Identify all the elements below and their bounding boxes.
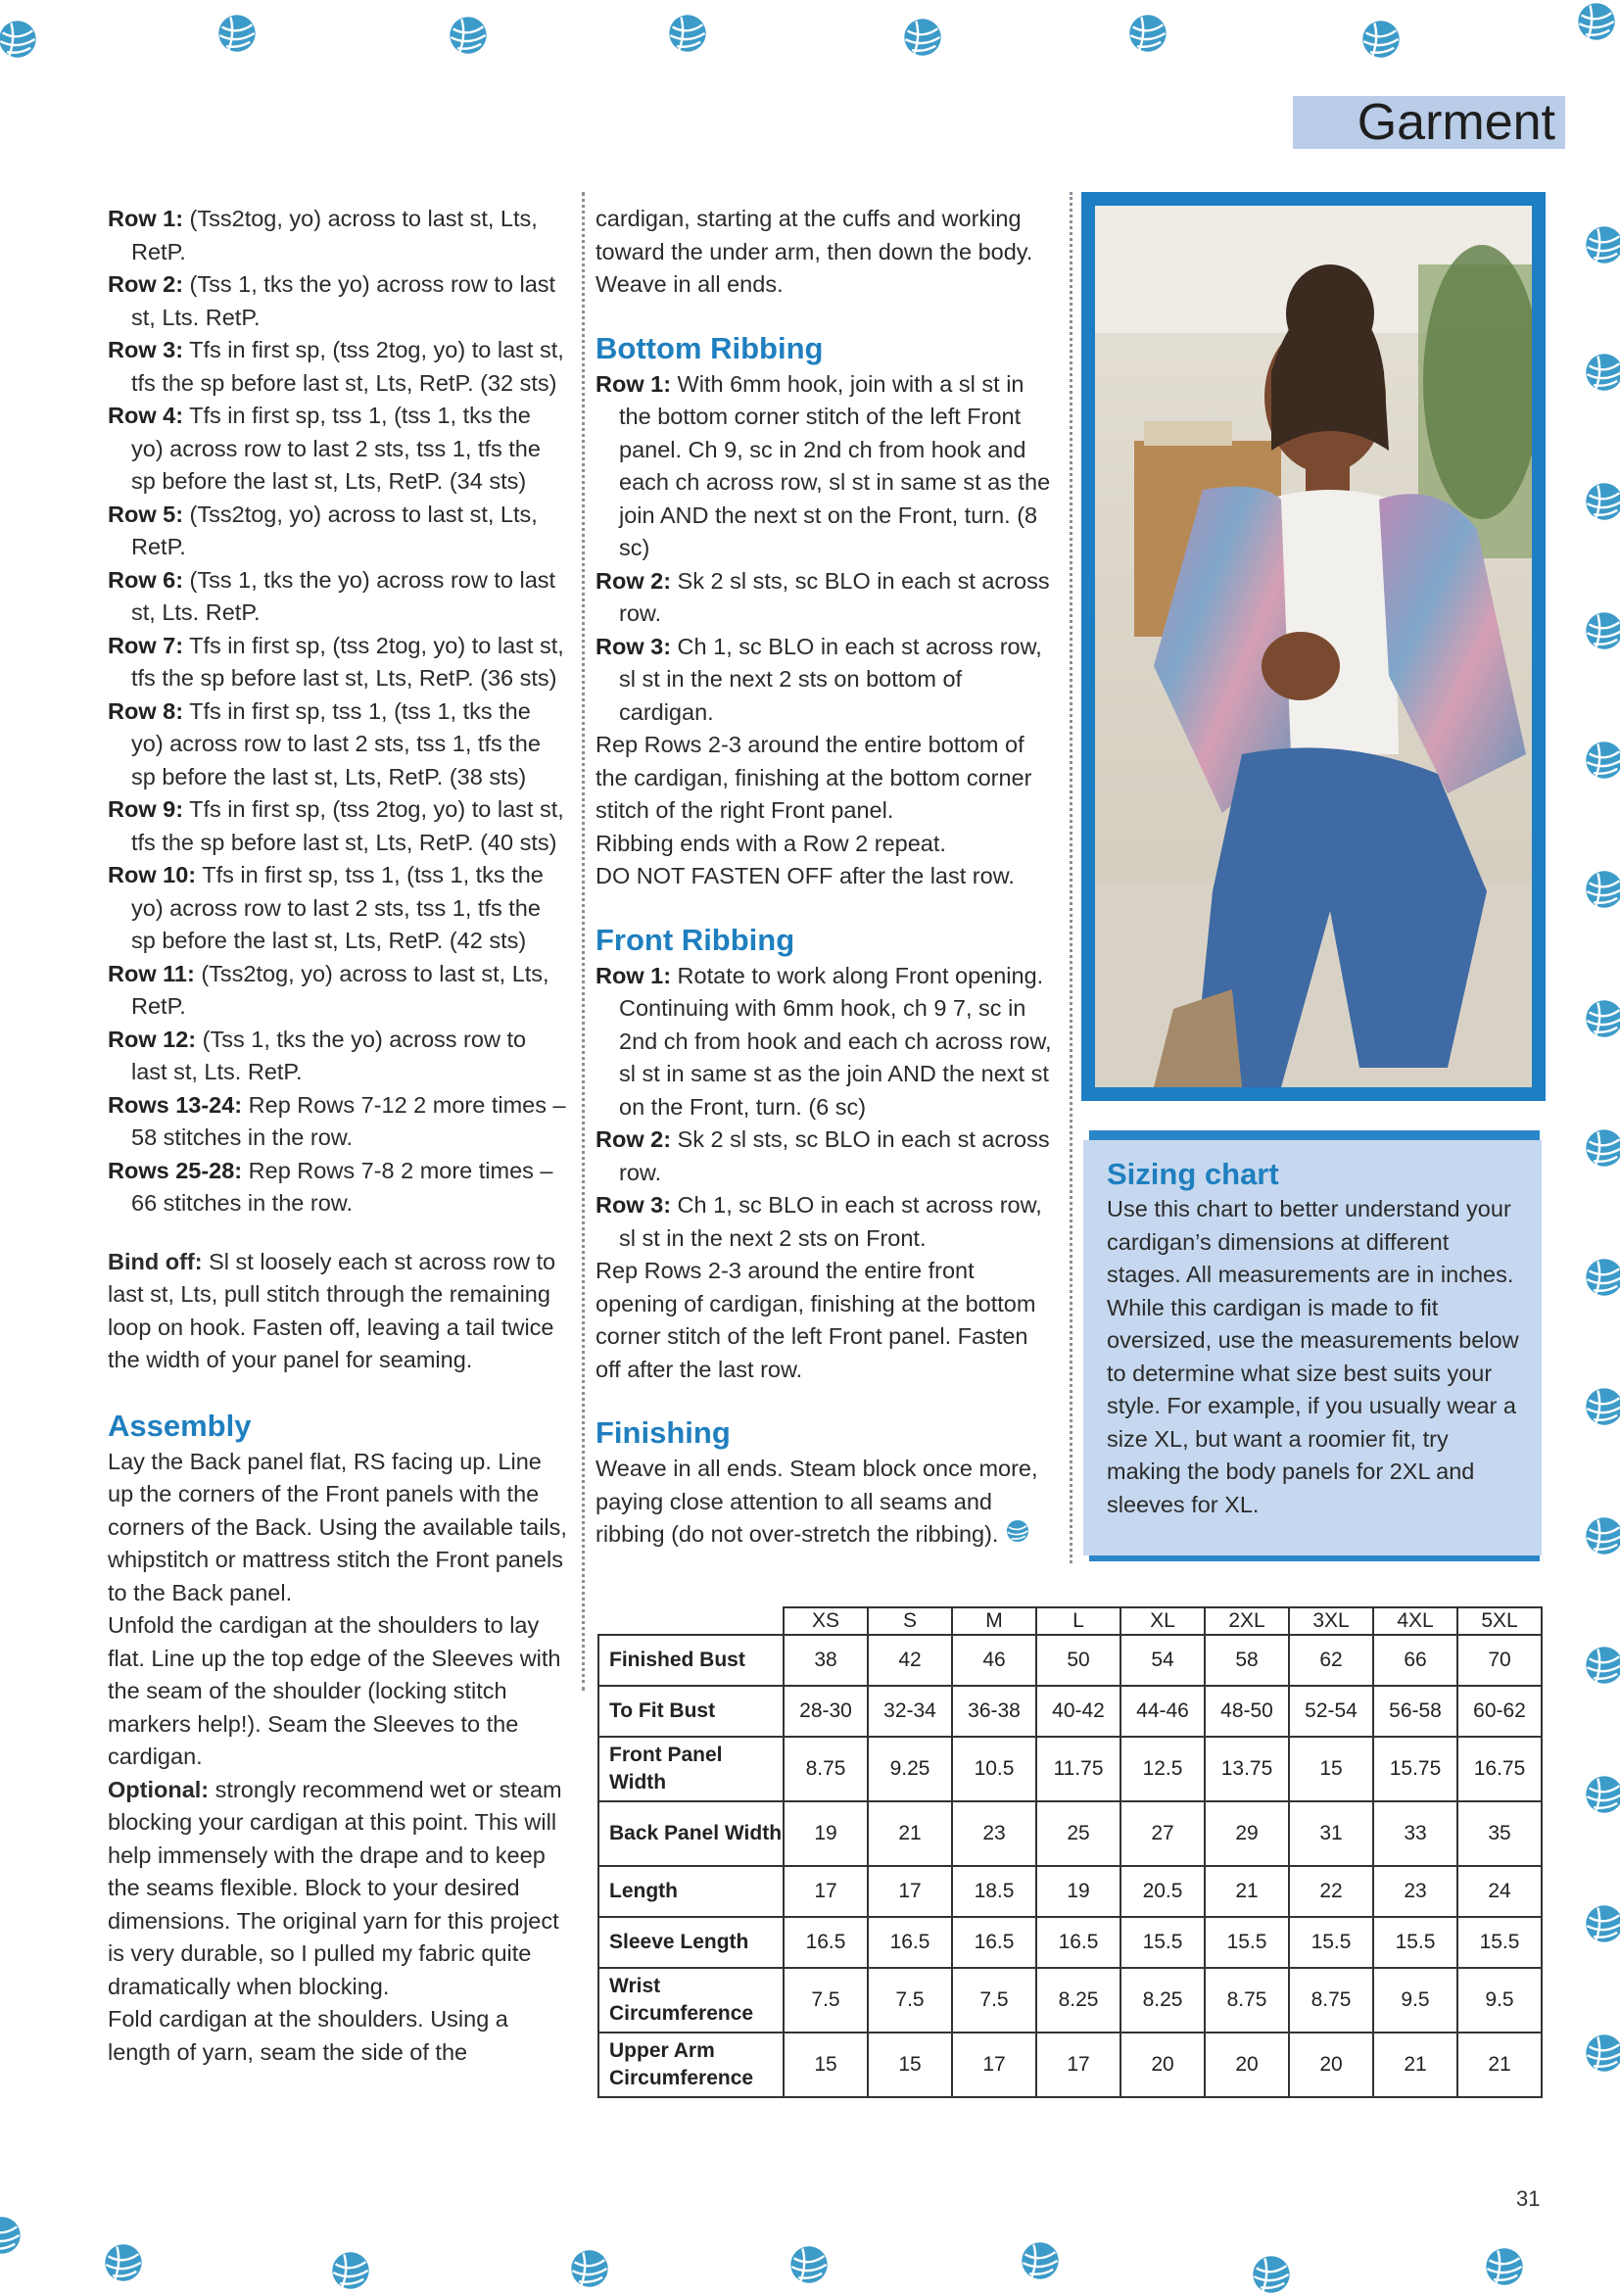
row-text: (Tss 1, tks the yo) across row to last st, Lts. RetP. bbox=[131, 271, 556, 330]
yarn-ball-icon bbox=[1583, 997, 1620, 1040]
row-text: With 6mm hook, join with a sl st in the bottom corner stitch of the left Front panel. Ch 9, sc in 2nd ch from hook and each ch across row, sl st in same st as the join AND the next st on the Front, turn. (8 sc) bbox=[619, 370, 1051, 560]
measurement-label: Front Panel Width bbox=[598, 1737, 784, 1801]
pattern-row bbox=[596, 631, 1056, 730]
row-text: Tfs in first sp, tss 1, (tss 1, tks the yo) across row to last 2 sts, tss 1, tfs the sp before the last st, Lts, RetP. (42 sts) bbox=[131, 862, 544, 953]
measurement-value: 50 bbox=[1036, 1635, 1120, 1686]
yarn-ball-icon bbox=[1583, 1126, 1620, 1170]
measurement-value: 58 bbox=[1205, 1635, 1289, 1686]
pattern-row bbox=[596, 368, 1056, 565]
measurement-value: 7.5 bbox=[784, 1968, 868, 2033]
measurement-value: 8.75 bbox=[1205, 1968, 1289, 2033]
optional-paragraph bbox=[108, 1774, 568, 2004]
measurement-value: 8.75 bbox=[784, 1737, 868, 1801]
row-text: Rep Rows 7-12 2 more times – 58 stitches in the row. bbox=[131, 1091, 566, 1150]
yarn-ball-icon bbox=[901, 16, 944, 59]
measurement-value: 21 bbox=[868, 1801, 952, 1866]
measurement-value: 66 bbox=[1373, 1635, 1457, 1686]
measurement-value: 36-38 bbox=[952, 1686, 1036, 1737]
yarn-ball-icon bbox=[1583, 223, 1620, 266]
measurement-value: 17 bbox=[784, 1866, 868, 1917]
row-label: Row 4: bbox=[108, 403, 184, 428]
yarn-ball-icon bbox=[1359, 18, 1403, 61]
table-row bbox=[598, 2033, 1542, 2097]
size-table bbox=[597, 1606, 1543, 2098]
row-text: (Tss2tog, yo) across to last st, Lts, RetP. bbox=[131, 206, 538, 264]
pattern-row bbox=[108, 859, 568, 958]
assembly-paragraph-2: Unfold the cardigan at the shoulders to lay flat. Line up the top edge of the Sleeves with the seam of the shoulder (locking stitch markers help!). Seam the Sleeves to the cardigan. bbox=[108, 1612, 561, 1769]
row-text: Rotate to work along Front opening. Continuing with 6mm hook, ch 9 7, sc in 2nd ch from hook and each ch across row, sl st in same st as the join AND the next st on the Front, turn. (6 sc) bbox=[619, 962, 1052, 1120]
column-divider-2 bbox=[1070, 192, 1072, 1563]
row-label: Row 3: bbox=[596, 1192, 672, 1218]
row-label: Row 6: bbox=[108, 566, 184, 593]
row-label: Row 2: bbox=[596, 1126, 672, 1152]
row-text: Rep Rows 7-8 2 more times – 66 stitches in the row. bbox=[131, 1157, 553, 1216]
measurement-value: 15 bbox=[1289, 1737, 1373, 1801]
front-ribbing-heading: Front Ribbing bbox=[596, 922, 795, 957]
measurement-value: 24 bbox=[1457, 1866, 1542, 1917]
yarn-ball-icon bbox=[787, 2243, 831, 2286]
pattern-row bbox=[596, 1124, 1056, 1189]
measurement-value: 8.25 bbox=[1036, 1968, 1120, 2033]
size-header-cell: 3XL bbox=[1289, 1607, 1373, 1635]
table-row bbox=[598, 1686, 1542, 1737]
measurement-value: 54 bbox=[1120, 1635, 1205, 1686]
measurement-value: 21 bbox=[1373, 2033, 1457, 2097]
measurement-value: 40-42 bbox=[1036, 1686, 1120, 1737]
size-header-cell: L bbox=[1036, 1607, 1120, 1635]
yarn-ball-icon bbox=[1583, 1385, 1620, 1428]
bind-off-paragraph bbox=[108, 1246, 568, 1377]
pattern-row bbox=[108, 203, 568, 268]
row-text: (Tss2tog, yo) across to last st, Lts, RetP. bbox=[131, 501, 538, 559]
yarn-ball-icon bbox=[1583, 2032, 1620, 2075]
measurement-value: 7.5 bbox=[952, 1968, 1036, 2033]
measurement-value: 9.25 bbox=[868, 1737, 952, 1801]
row-text: Tfs in first sp, tss 1, (tss 1, tks the yo) across row to last 2 sts, tss 1, tfs the sp before the last st, Lts, RetP. (38 sts) bbox=[131, 697, 541, 789]
row-label: Row 3: bbox=[596, 633, 672, 659]
row-label: Row 1: bbox=[108, 206, 184, 231]
yarn-ball-icon bbox=[1575, 0, 1618, 43]
measurement-value: 20.5 bbox=[1120, 1866, 1205, 1917]
measurement-value: 44-46 bbox=[1120, 1686, 1205, 1737]
sizing-heading: Sizing chart bbox=[1107, 1157, 1279, 1191]
row-label: Row 8: bbox=[108, 697, 184, 724]
measurement-value: 28-30 bbox=[784, 1686, 868, 1737]
measurement-label: Back Panel Width bbox=[598, 1801, 784, 1866]
pattern-row bbox=[108, 1089, 568, 1155]
measurement-value: 16.5 bbox=[784, 1917, 868, 1968]
bind-off-text: Sl st loosely each st across row to last st, Lts, pull stitch through the remaining loop on hook. Fasten off, leaving a tail twice the width of your panel for seaming. bbox=[108, 1248, 556, 1372]
measurement-value: 15.75 bbox=[1373, 1737, 1457, 1801]
measurement-value: 31 bbox=[1289, 1801, 1373, 1866]
pattern-row bbox=[108, 630, 568, 695]
pattern-row bbox=[108, 695, 568, 794]
row-text: Ch 1, sc BLO in each st across row, sl st in the next 2 sts on bottom of cardigan. bbox=[619, 633, 1042, 725]
table-row bbox=[598, 1968, 1542, 2033]
measurement-value: 11.75 bbox=[1036, 1737, 1120, 1801]
size-header-cell: S bbox=[868, 1607, 952, 1635]
yarn-ball-icon bbox=[666, 12, 709, 55]
measurement-value: 32-34 bbox=[868, 1686, 952, 1737]
measurement-value: 15.5 bbox=[1457, 1917, 1542, 1968]
table-row bbox=[598, 1917, 1542, 1968]
measurement-value: 20 bbox=[1289, 2033, 1373, 2097]
measurement-value: 8.75 bbox=[1289, 1968, 1373, 2033]
pattern-row bbox=[108, 793, 568, 859]
row-label: Rows 13-24: bbox=[108, 1091, 243, 1118]
measurement-value: 17 bbox=[952, 2033, 1036, 2097]
measurement-value: 33 bbox=[1373, 1801, 1457, 1866]
measurement-value: 15.5 bbox=[1120, 1917, 1205, 1968]
measurement-value: 23 bbox=[952, 1801, 1036, 1866]
yarn-ball-icon bbox=[1583, 480, 1620, 523]
assembly-paragraph-3: Fold cardigan at the shoulders. Using a length of yarn, seam the side of the bbox=[108, 2006, 508, 2065]
table-row bbox=[598, 1866, 1542, 1917]
row-text: Sk 2 sl sts, sc BLO in each st across row. bbox=[619, 567, 1050, 626]
measurement-value: 9.5 bbox=[1373, 1968, 1457, 2033]
row-label: Row 2: bbox=[108, 271, 184, 297]
measurement-label: Finished Bust bbox=[598, 1635, 784, 1686]
yarn-ball-icon bbox=[1583, 1902, 1620, 1945]
measurement-value: 56-58 bbox=[1373, 1686, 1457, 1737]
measurement-value: 21 bbox=[1457, 2033, 1542, 2097]
pattern-row bbox=[596, 565, 1056, 631]
measurement-value: 18.5 bbox=[952, 1866, 1036, 1917]
model-photo bbox=[1095, 206, 1532, 1087]
row-text: Tfs in first sp, tss 1, (tss 1, tks the yo) across row to last 2 sts, tss 1, tfs the sp before the last st, Lts, RetP. (34 sts) bbox=[131, 403, 541, 494]
yarn-ball-icon bbox=[215, 12, 259, 55]
yarn-ball-icon bbox=[0, 2214, 24, 2257]
yarn-end-icon bbox=[1005, 1518, 1030, 1554]
row-label: Rows 25-28: bbox=[108, 1157, 243, 1183]
measurement-value: 38 bbox=[784, 1635, 868, 1686]
row-list bbox=[108, 203, 568, 1220]
size-header-cell: XL bbox=[1120, 1607, 1205, 1635]
measurement-value: 25 bbox=[1036, 1801, 1120, 1866]
column-divider-1 bbox=[582, 192, 585, 1691]
table-corner bbox=[598, 1607, 784, 1635]
pattern-row bbox=[108, 958, 568, 1024]
measurement-value: 42 bbox=[868, 1635, 952, 1686]
pattern-row bbox=[108, 268, 568, 334]
continued-intro: cardigan, starting at the cuffs and working toward the under arm, then down the body. Weave in all ends. bbox=[596, 206, 1033, 297]
row-label: Row 1: bbox=[596, 962, 672, 988]
bottom-ribbing-rows bbox=[596, 368, 1056, 730]
measurement-label: To Fit Bust bbox=[598, 1686, 784, 1737]
measurement-value: 17 bbox=[868, 1866, 952, 1917]
measurement-label: Sleeve Length bbox=[598, 1917, 784, 1968]
measurement-value: 21 bbox=[1205, 1866, 1289, 1917]
measurement-value: 9.5 bbox=[1457, 1968, 1542, 2033]
yarn-ball-icon bbox=[1126, 12, 1169, 55]
row-label: Row 9: bbox=[108, 796, 184, 822]
measurement-value: 16.75 bbox=[1457, 1737, 1542, 1801]
measurement-value: 29 bbox=[1205, 1801, 1289, 1866]
measurement-label: Wrist Circumference bbox=[598, 1968, 784, 2033]
measurement-value: 23 bbox=[1373, 1866, 1457, 1917]
measurement-value: 15.5 bbox=[1373, 1917, 1457, 1968]
row-text: Tfs in first sp, (tss 2tog, yo) to last st, tfs the sp before last st, Lts, RetP. (36 sts) bbox=[131, 632, 564, 691]
row-text: Sk 2 sl sts, sc BLO in each st across row. bbox=[619, 1126, 1050, 1185]
assembly-paragraph-1: Lay the Back panel flat, RS facing up. Line up the corners of the Front panels with the corners of the Back. Using the available tails, whipstitch or mattress stitch the Front panels to the Back panel. bbox=[108, 1448, 567, 1605]
yarn-ball-icon bbox=[1583, 868, 1620, 911]
table-row bbox=[598, 1801, 1542, 1866]
size-header-cell: M bbox=[952, 1607, 1036, 1635]
measurement-value: 22 bbox=[1289, 1866, 1373, 1917]
measurement-value: 20 bbox=[1205, 2033, 1289, 2097]
finishing-paragraph: Weave in all ends. Steam block once more, paying close attention to all seams and ribbing (do not over-stretch the ribbing). bbox=[596, 1453, 1056, 1554]
measurement-value: 17 bbox=[1036, 2033, 1120, 2097]
yarn-ball-icon bbox=[447, 14, 490, 57]
row-label: Row 3: bbox=[108, 337, 184, 362]
yarn-ball-icon bbox=[1583, 1644, 1620, 1687]
measurement-value: 19 bbox=[1036, 1866, 1120, 1917]
size-header-cell: XS bbox=[784, 1607, 868, 1635]
pattern-row bbox=[108, 400, 568, 499]
instructions-column-1 bbox=[108, 203, 568, 2069]
front-ribbing-rows bbox=[596, 960, 1056, 1256]
row-label: Row 11: bbox=[108, 960, 195, 986]
bottom-ribbing-paragraph-3: DO NOT FASTEN OFF after the last row. bbox=[596, 863, 1015, 888]
yarn-ball-icon bbox=[329, 2249, 372, 2292]
measurement-value: 15 bbox=[784, 2033, 868, 2097]
measurement-value: 12.5 bbox=[1120, 1737, 1205, 1801]
bottom-ribbing-heading: Bottom Ribbing bbox=[596, 330, 824, 365]
pattern-row bbox=[108, 334, 568, 400]
measurement-value: 48-50 bbox=[1205, 1686, 1289, 1737]
measurement-value: 70 bbox=[1457, 1635, 1542, 1686]
measurement-value: 27 bbox=[1120, 1801, 1205, 1866]
measurement-value: 15.5 bbox=[1205, 1917, 1289, 1968]
yarn-ball-icon bbox=[1583, 1256, 1620, 1299]
yarn-ball-icon bbox=[1583, 739, 1620, 782]
yarn-ball-icon bbox=[1583, 351, 1620, 394]
bottom-ribbing-paragraph-2: Ribbing ends with a Row 2 repeat. bbox=[596, 830, 946, 856]
measurement-value: 20 bbox=[1120, 2033, 1205, 2097]
row-label: Row 7: bbox=[108, 632, 184, 658]
row-text: Ch 1, sc BLO in each st across row, sl st in the next 2 sts on Front. bbox=[619, 1192, 1042, 1251]
row-label: Row 5: bbox=[108, 501, 184, 527]
pattern-row bbox=[596, 960, 1056, 1124]
measurement-value: 35 bbox=[1457, 1801, 1542, 1866]
optional-label: Optional: bbox=[108, 1776, 210, 1802]
measurement-value: 16.5 bbox=[952, 1917, 1036, 1968]
measurement-value: 15.5 bbox=[1289, 1917, 1373, 1968]
measurement-value: 60-62 bbox=[1457, 1686, 1542, 1737]
finishing-heading: Finishing bbox=[596, 1415, 731, 1450]
measurement-value: 52-54 bbox=[1289, 1686, 1373, 1737]
section-label: Garment bbox=[1293, 96, 1565, 149]
page-number: 31 bbox=[1516, 2186, 1541, 2211]
front-ribbing-paragraph: Rep Rows 2-3 around the entire front opening of cardigan, finishing at the bottom corner stitch of the left Front panel. Fasten off after the last row. bbox=[596, 1258, 1036, 1382]
measurement-label: Upper Arm Circumference bbox=[598, 2033, 784, 2097]
measurement-value: 13.75 bbox=[1205, 1737, 1289, 1801]
row-text: Tfs in first sp, (tss 2tog, yo) to last st, tfs the sp before last st, Lts, RetP. (32 sts) bbox=[131, 337, 564, 396]
pattern-row bbox=[108, 499, 568, 564]
yarn-ball-icon bbox=[0, 18, 39, 61]
sizing-text: Use this chart to better understand your cardigan’s dimensions at different stages. All measurements are in inches. While this cardigan is made to fit oversized, use the measurements below to determine what size best suits your style. For example, if you usually wear a size XL, but want a roomier fit, try making the body panels for 2XL and sleeves for XL. bbox=[1107, 1196, 1519, 1517]
yarn-ball-icon bbox=[1583, 1773, 1620, 1816]
yarn-ball-icon bbox=[568, 2247, 611, 2290]
row-text: (Tss 1, tks the yo) across row to last st, Lts. RetP. bbox=[131, 566, 556, 625]
measurement-value: 62 bbox=[1289, 1635, 1373, 1686]
measurement-value: 19 bbox=[784, 1801, 868, 1866]
pattern-row bbox=[108, 1155, 568, 1220]
yarn-ball-icon bbox=[1250, 2253, 1293, 2296]
pattern-row bbox=[108, 564, 568, 630]
measurement-value: 16.5 bbox=[1036, 1917, 1120, 1968]
measurement-value: 8.25 bbox=[1120, 1968, 1205, 2033]
row-label: Row 12: bbox=[108, 1026, 197, 1052]
row-label: Row 1: bbox=[596, 370, 672, 397]
optional-text: strongly recommend wet or steam blocking your cardigan at this point. This will help immensely with the drape and to keep the seams flexible. Block to your desired dimensions. The original yarn for this project is very durable, so I pulled my fabric quite dramatically when blocking. bbox=[108, 1776, 562, 1999]
yarn-ball-icon bbox=[1583, 1514, 1620, 1557]
measurement-value: 16.5 bbox=[868, 1917, 952, 1968]
yarn-ball-icon bbox=[1583, 609, 1620, 652]
row-text: Tfs in first sp, (tss 2tog, yo) to last st, tfs the sp before last st, Lts, RetP. (40 sts) bbox=[131, 796, 564, 855]
bottom-ribbing-paragraph-1: Rep Rows 2-3 around the entire bottom of the cardigan, finishing at the bottom corner stitch of the right Front panel. bbox=[596, 732, 1032, 823]
measurement-value: 7.5 bbox=[868, 1968, 952, 2033]
size-header-cell: 4XL bbox=[1373, 1607, 1457, 1635]
pattern-row bbox=[108, 1024, 568, 1089]
table-row bbox=[598, 1737, 1542, 1801]
row-text: (Tss 1, tks the yo) across row to last st, Lts. RetP. bbox=[131, 1026, 527, 1084]
yarn-ball-icon bbox=[102, 2241, 145, 2284]
measurement-value: 15 bbox=[868, 2033, 952, 2097]
measurement-value: 10.5 bbox=[952, 1737, 1036, 1801]
yarn-ball-icon bbox=[1483, 2245, 1526, 2288]
measurement-value: 46 bbox=[952, 1635, 1036, 1686]
size-header-cell: 5XL bbox=[1457, 1607, 1542, 1635]
table-row bbox=[598, 1635, 1542, 1686]
yarn-ball-icon bbox=[1019, 2239, 1062, 2282]
instructions-column-2 bbox=[596, 203, 1056, 1554]
size-header-cell: 2XL bbox=[1205, 1607, 1289, 1635]
sizing-chart-box bbox=[1083, 1140, 1542, 1555]
assembly-heading: Assembly bbox=[108, 1408, 252, 1443]
measurement-label: Length bbox=[598, 1866, 784, 1917]
pattern-row bbox=[596, 1189, 1056, 1255]
row-label: Row 2: bbox=[596, 567, 672, 594]
row-label: Row 10: bbox=[108, 862, 197, 887]
row-text: (Tss2tog, yo) across to last st, Lts, RetP. bbox=[131, 960, 549, 1019]
bind-off-label: Bind off: bbox=[108, 1248, 203, 1274]
